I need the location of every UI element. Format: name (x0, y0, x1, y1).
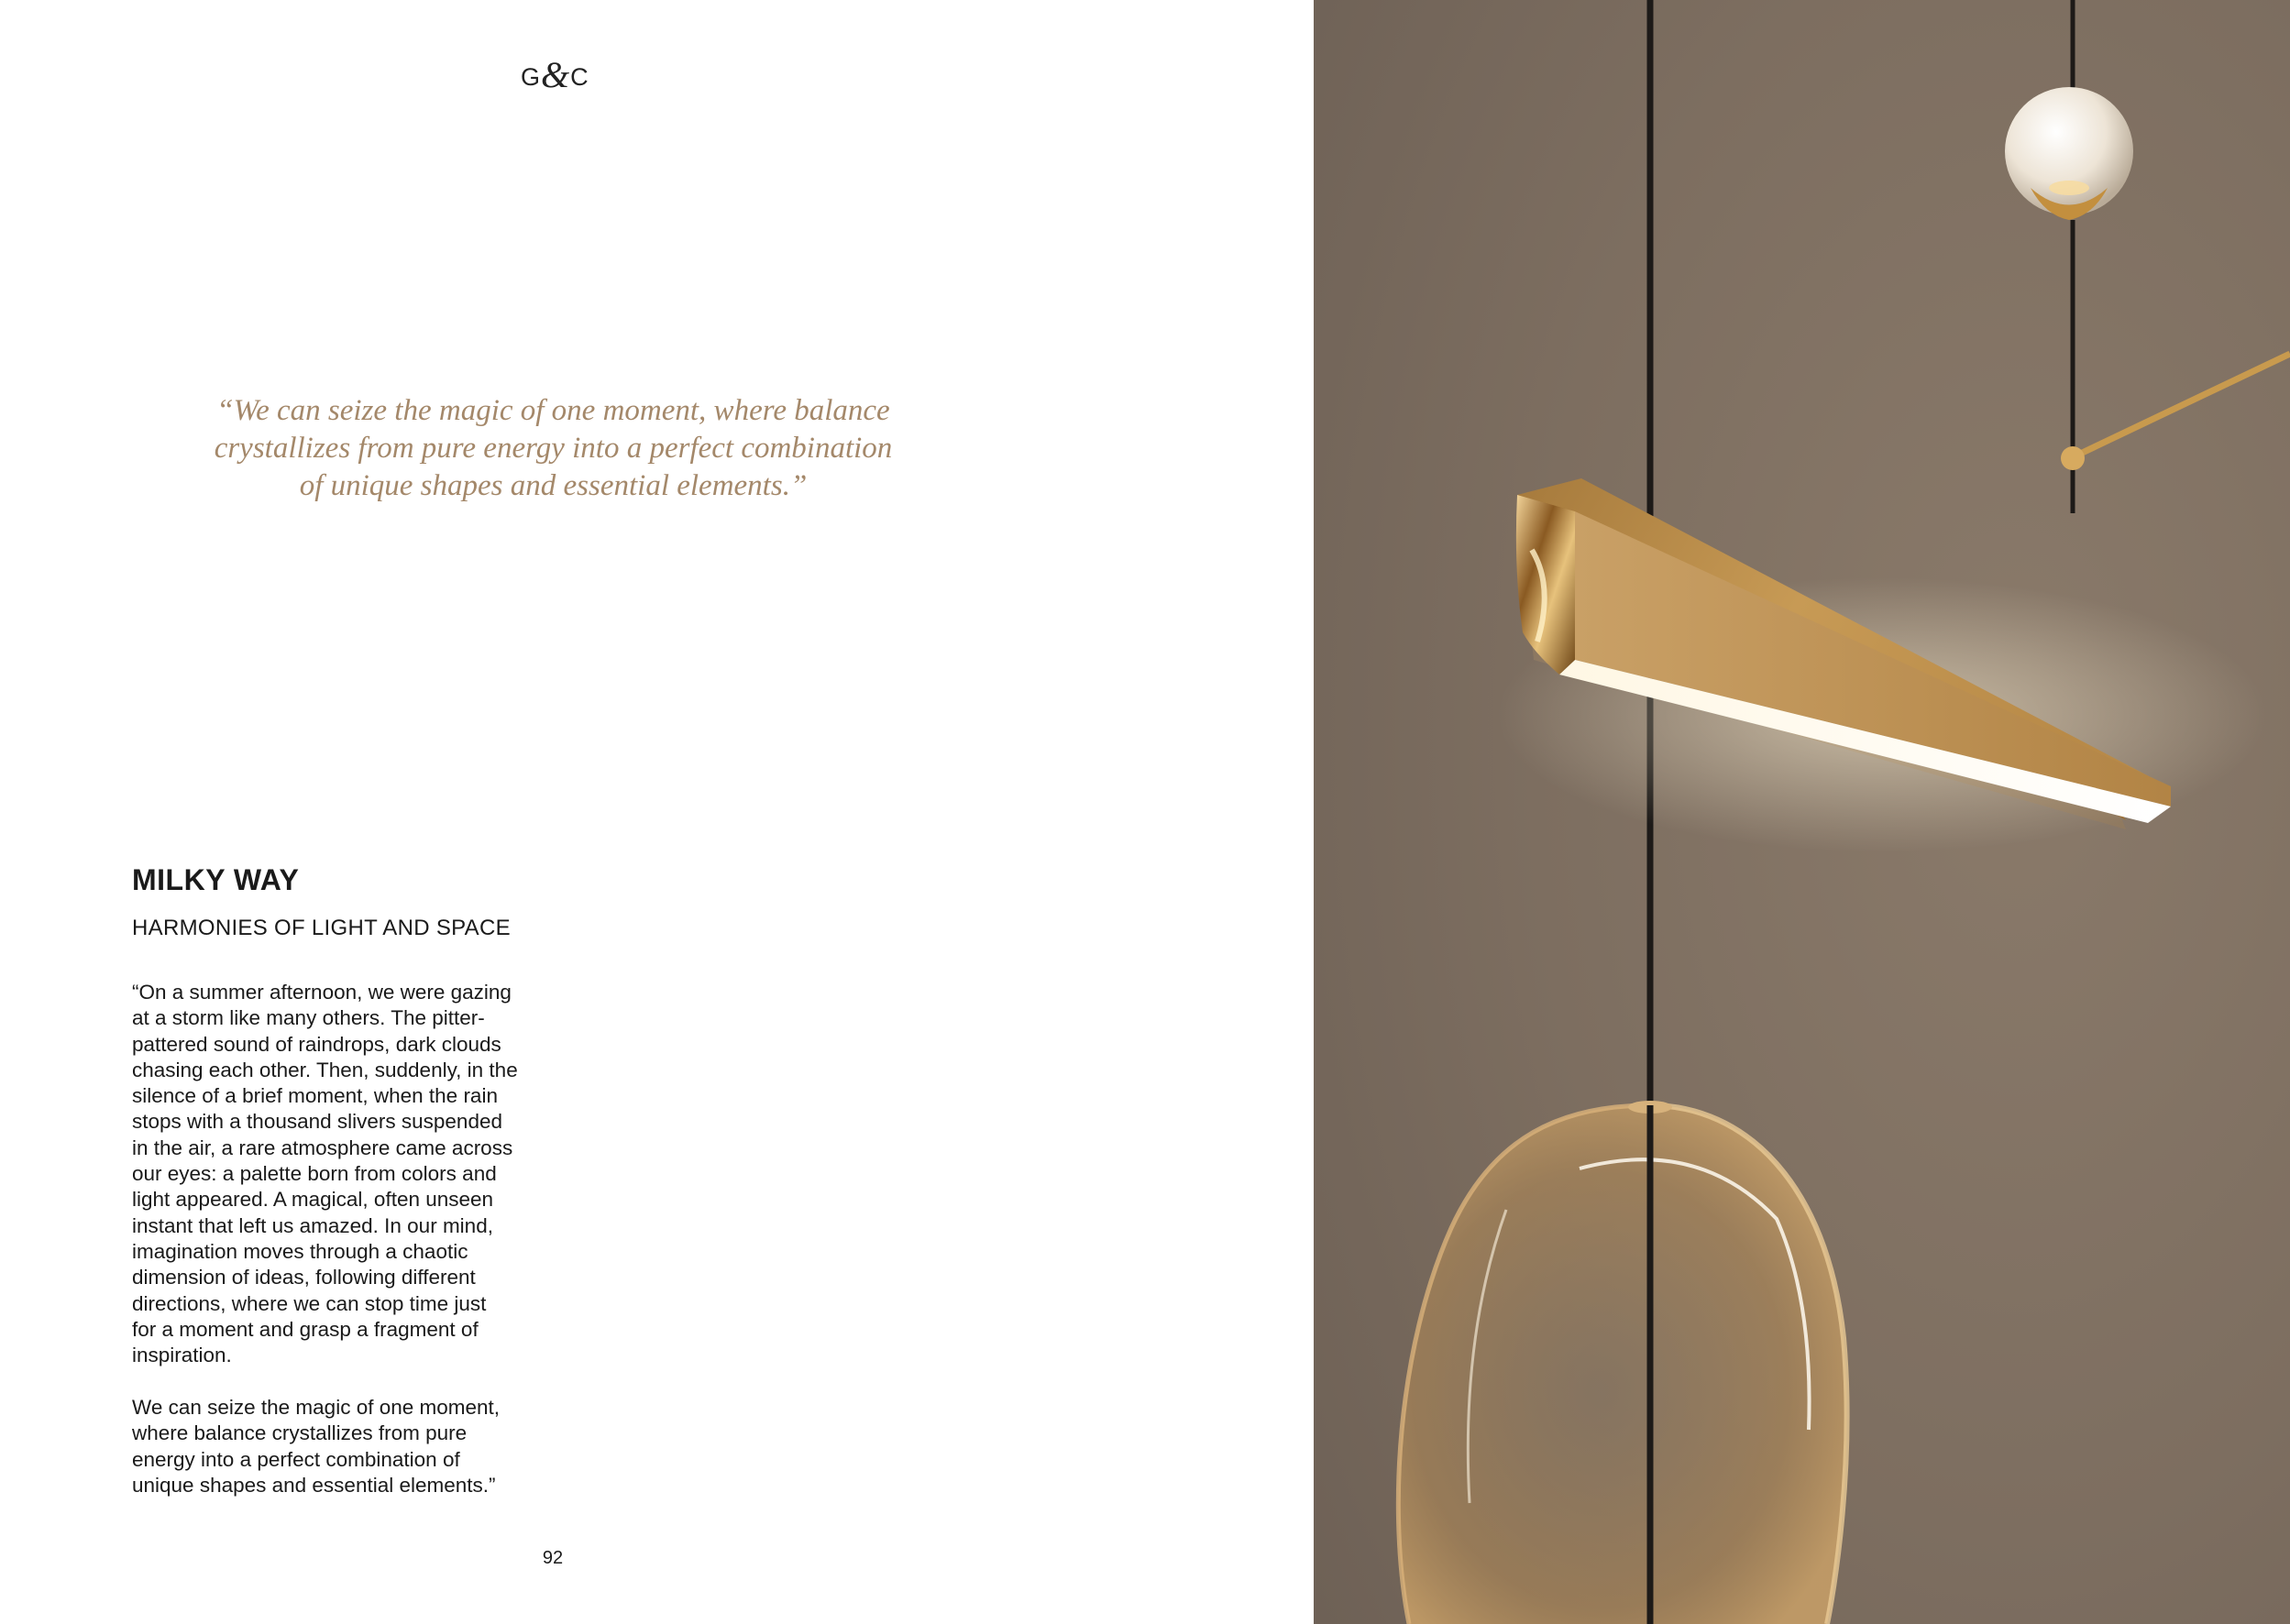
text-line: instant that left us amazed. In our mind, (132, 1213, 493, 1237)
text-line: inspiration. (132, 1344, 232, 1367)
quote-line: “We can seize the magic of one moment, where balance (216, 394, 890, 427)
text-line: stops with a thousand slivers suspended (132, 1110, 502, 1134)
text-line: energy into a perfect combination of (132, 1447, 460, 1471)
product-title: MILKY WAY (132, 863, 300, 896)
text-line: “On a summer afternoon, we were gazing (132, 981, 512, 1004)
quote-line: of unique shapes and essential elements.” (299, 469, 808, 502)
product-photo (1314, 0, 2290, 1624)
logo-letter-g: G (521, 63, 542, 91)
pull-quote (119, 392, 987, 505)
text-line: imagination moves through a chaotic (132, 1239, 468, 1263)
brand-logo (521, 51, 589, 95)
text-line: our eyes: a palette born from colors and (132, 1162, 497, 1186)
text-line: silence of a brief moment, when the rain (132, 1084, 498, 1108)
page-number: 92 (542, 1548, 564, 1568)
body-paragraph-2 (132, 1395, 537, 1498)
body-paragraph-1 (132, 980, 537, 1368)
text-line: dimension of ideas, following different (132, 1266, 476, 1289)
arm-joint (2061, 446, 2085, 470)
logo-letter-c: C (570, 63, 589, 91)
text-line: light appeared. A magical, often unseen (132, 1188, 494, 1212)
text-line: directions, where we can stop time just (132, 1291, 487, 1315)
text-line: at a storm like many others. The pitter- (132, 1006, 485, 1030)
product-tagline: HARMONIES OF LIGHT AND SPACE (132, 916, 511, 940)
text-line: for a moment and grasp a fragment of (132, 1317, 479, 1341)
quote-line: crystallizes from pure energy into a perfect combination (214, 432, 893, 465)
pendant-lamp-photo (1314, 0, 2290, 1624)
text-line: in the air, a rare atmosphere came across (132, 1136, 513, 1159)
text-line: chasing each other. Then, suddenly, in the (132, 1058, 518, 1081)
logo-ampersand: & (541, 54, 571, 95)
text-line: unique shapes and essential elements.” (132, 1473, 496, 1497)
text-line: We can seize the magic of one moment, (132, 1396, 501, 1419)
text-line: where balance crystallizes from pure (132, 1421, 468, 1445)
text-line: pattered sound of raindrops, dark clouds (132, 1032, 501, 1056)
